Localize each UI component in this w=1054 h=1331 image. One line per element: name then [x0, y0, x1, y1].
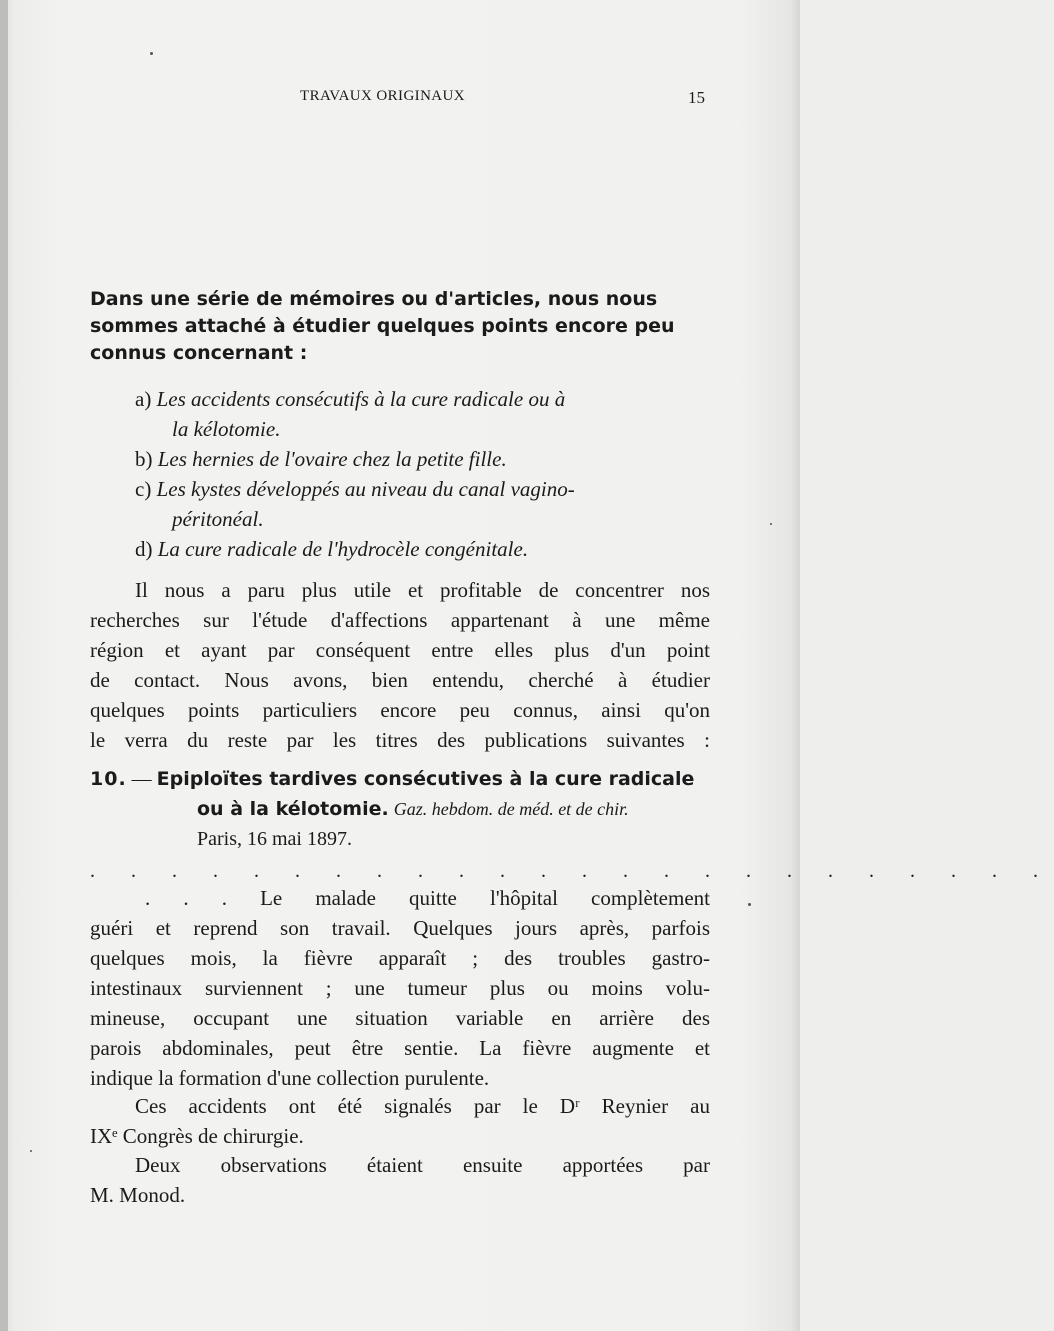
intro-line: sommes attaché à étudier quelques points encore peu [90, 315, 675, 337]
running-head: TRAVAUX ORIGINAUX [300, 88, 466, 104]
list-item-text: Les accidents consécutifs à la cure radicale ou à [156, 387, 566, 411]
paragraph-line: de contact. Nous avons, bien entendu, cherché à étudier [90, 668, 710, 692]
publication-number: 10. [90, 768, 127, 790]
paragraph-line: quelques points particuliers encore peu connus, ainsi qu'on [90, 698, 710, 722]
list-item-text: La cure radicale de l'hydrocèle congénitale. [157, 537, 529, 561]
paragraph-line: Ces accidents ont été signalés par le Dʳ Reynier au [135, 1094, 710, 1118]
list-item-continuation: la kélotomie. [172, 417, 281, 441]
paper-speck [150, 52, 153, 55]
paper-speck [30, 1150, 32, 1152]
paragraph-line: Deux observations étaient ensuite apportées par [135, 1153, 710, 1177]
paragraph-line: indique la formation d'une collection purulente. [90, 1066, 490, 1090]
publication-title-continuation [90, 794, 715, 824]
paragraph-publications-intro [90, 575, 710, 755]
list-item-continuation: péritonéal. [172, 507, 264, 531]
intro-line: connus concernant : [90, 342, 308, 364]
list-marker: d) [135, 537, 153, 561]
paragraph-line: mineuse, occupant une situation variable en arrière des [90, 1006, 710, 1030]
publication-dash: — [131, 768, 152, 790]
paper-speck [770, 523, 772, 525]
list-marker: a) [135, 387, 152, 411]
publication-title: Epiploïtes tardives consécutives à la cure radicale [156, 768, 695, 790]
page-gutter-shadow [0, 0, 8, 1331]
list-item [135, 384, 715, 414]
topics-list [135, 384, 715, 564]
paragraph-monod [90, 1150, 710, 1210]
paragraph-line: parois abdominales, peut être sentie. La fièvre augmente et [90, 1036, 710, 1060]
list-item [135, 534, 715, 564]
publication-title-line [90, 764, 715, 794]
paragraph-line: le verra du reste par les titres des publications suivantes : [90, 728, 710, 752]
paragraph-excerpt [90, 883, 710, 1093]
publication-title-end: ou à la kélotomie. [197, 798, 389, 820]
list-marker: b) [135, 447, 153, 471]
paragraph-line: M. Monod. [90, 1183, 186, 1207]
intro-line: Dans une série de mémoires ou d'articles, nous nous [90, 288, 658, 310]
list-item [135, 474, 715, 504]
page-number: 15 [688, 88, 705, 107]
list-item-text: Les hernies de l'ovaire chez la petite fille. [157, 447, 507, 471]
intro-paragraph [90, 286, 710, 367]
paragraph-line: région et ayant par conséquent entre elles plus d'un point [90, 638, 710, 662]
ellipsis-row: . . . . . . . . . . . . . . . . . . . . . . . . [90, 860, 1054, 882]
list-item-text: Les kystes développés au niveau du canal vagino- [156, 477, 575, 501]
paragraph-line: Il nous a paru plus utile et profitable de concentrer nos [135, 578, 710, 602]
list-marker: c) [135, 477, 152, 501]
paragraph-reynier [90, 1091, 710, 1151]
list-item [135, 444, 715, 474]
paper-speck [748, 903, 751, 906]
publication-journal: Gaz. hebdom. de méd. et de chir. [393, 799, 629, 819]
paragraph-line: guéri et reprend son travail. Quelques jours après, parfois [90, 916, 710, 940]
publication-date: Paris, 16 mai 1897. [197, 828, 352, 850]
paragraph-line: IXᵉ Congrès de chirurgie. [90, 1124, 304, 1148]
paragraph-line: recherches sur l'étude d'affections appartenant à une même [90, 608, 710, 632]
paragraph-line: quelques mois, la fièvre apparaît ; des troubles gastro- [90, 946, 710, 970]
publication-entry [90, 764, 715, 854]
paragraph-line: intestinaux surviennent ; une tumeur plus ou moins volu- [90, 976, 710, 1000]
paragraph-line: . . . Le malade quitte l'hôpital complètement [145, 886, 710, 910]
